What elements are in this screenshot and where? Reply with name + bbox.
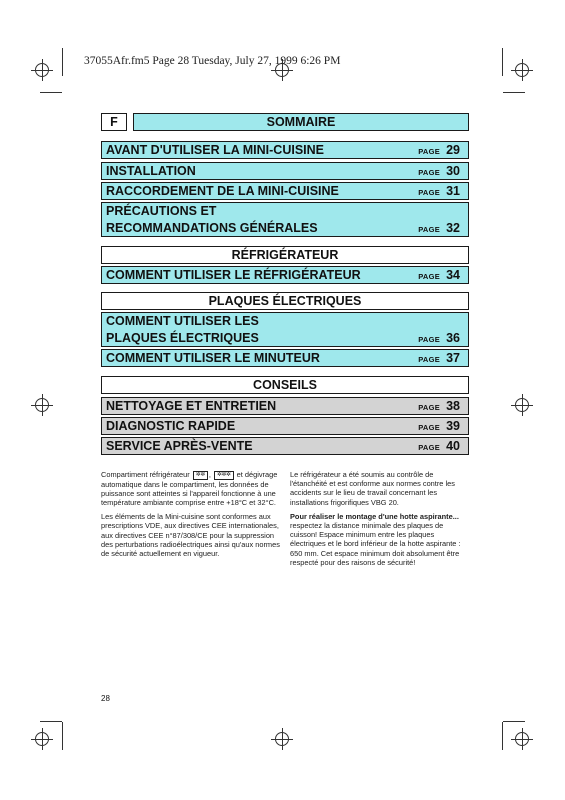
left-column [101, 470, 281, 563]
toc-entry[interactable]: NETTOYAGE ET ENTRETIEN PAGE 38 [101, 397, 469, 415]
toc-heading-conseils: CONSEILS [101, 376, 469, 394]
toc-entry[interactable]: INSTALLATION PAGE 30 [101, 162, 469, 180]
crop-mark [62, 722, 63, 750]
crop-mark [502, 48, 503, 76]
page-number: 28 [101, 694, 110, 703]
left-paragraph-1: Compartiment réfrigérateur ✲✲ , ✲✲✲ et dégivrage automatique dans le compartiment, les données de puissance sont atteintes si l'appareil fonctionne à une température ambiante comprise entre +18°C et 32°C. [101, 470, 278, 507]
registration-mark-top-right [511, 59, 533, 81]
toc-entry[interactable]: PRÉCAUTIONS ET RECOMMANDATIONS GÉNÉRALES PAGE 32 [101, 202, 469, 237]
toc-entry[interactable]: RACCORDEMENT DE LA MINI-CUISINE PAGE 31 [101, 182, 469, 200]
registration-mark-mid-right [511, 394, 533, 416]
registration-mark-top-left [31, 59, 53, 81]
crop-mark [502, 722, 503, 750]
right-bold-heading: Pour réaliser le montage d'une hotte aspirante... [290, 511, 459, 521]
toc-title: SOMMAIRE [266, 115, 336, 129]
toc-entry[interactable]: DIAGNOSTIC RAPIDE PAGE 39 [101, 417, 469, 435]
toc-heading-refrigerateur: RÉFRIGÉRATEUR [101, 246, 469, 264]
registration-mark-bottom-left [31, 728, 53, 750]
toc-title-bar [133, 113, 469, 131]
crop-mark [40, 92, 62, 93]
registration-mark-mid-left [31, 394, 53, 416]
section-letter: F [101, 113, 127, 131]
toc-entry[interactable]: SERVICE APRÈS-VENTE PAGE 40 [101, 437, 469, 455]
toc-entry[interactable]: AVANT D'UTILISER LA MINI-CUISINE PAGE 29 [101, 141, 469, 159]
two-star-icon: ✲✲ [193, 471, 208, 480]
crop-mark [40, 721, 62, 722]
crop-mark [503, 92, 525, 93]
toc-entry[interactable]: COMMENT UTILISER LES PLAQUES ÉLECTRIQUES PAGE 36 [101, 312, 469, 347]
file-header: 37055Afr.fm5 Page 28 Tuesday, July 27, 1999 6:26 PM [84, 55, 341, 67]
crop-mark [62, 48, 63, 76]
left-paragraph-2: Les éléments de la Mini-cuisine sont conformes aux prescriptions VDE, aux directives CEE internationales, aux directives CEE n°87/308/CE pour la suppression des perturbations radioélectriques ainsi qu'aux normes de sécurité actuellement en vigueur. [101, 512, 280, 558]
crop-mark [503, 721, 525, 722]
toc-heading-plaques: PLAQUES ÉLECTRIQUES [101, 292, 469, 310]
three-star-icon: ✲✲✲ [214, 471, 234, 480]
toc-entry[interactable]: COMMENT UTILISER LE MINUTEUR PAGE 37 [101, 349, 469, 367]
right-paragraph-1: Le réfrigérateur a été soumis au contrôle de l'étanchéité et est conforme aux normes contre les accidents sur le lieu de travail concernant les installations frigorifiques VBG 20. [290, 470, 455, 507]
right-column [290, 470, 470, 572]
registration-mark-bottom-center [271, 728, 293, 750]
right-paragraph-2: respectez la distance minimale des plaques de cuisson! Espace minimum entre les plaques électriques et le bord inférieur de la hotte aspirante : 650 mm. Cet espace minimum doit absolument être respecté pour des raisons de sécurité! [290, 521, 461, 567]
registration-mark-bottom-right [511, 728, 533, 750]
toc-entry[interactable]: COMMENT UTILISER LE RÉFRIGÉRATEUR PAGE 34 [101, 266, 469, 284]
